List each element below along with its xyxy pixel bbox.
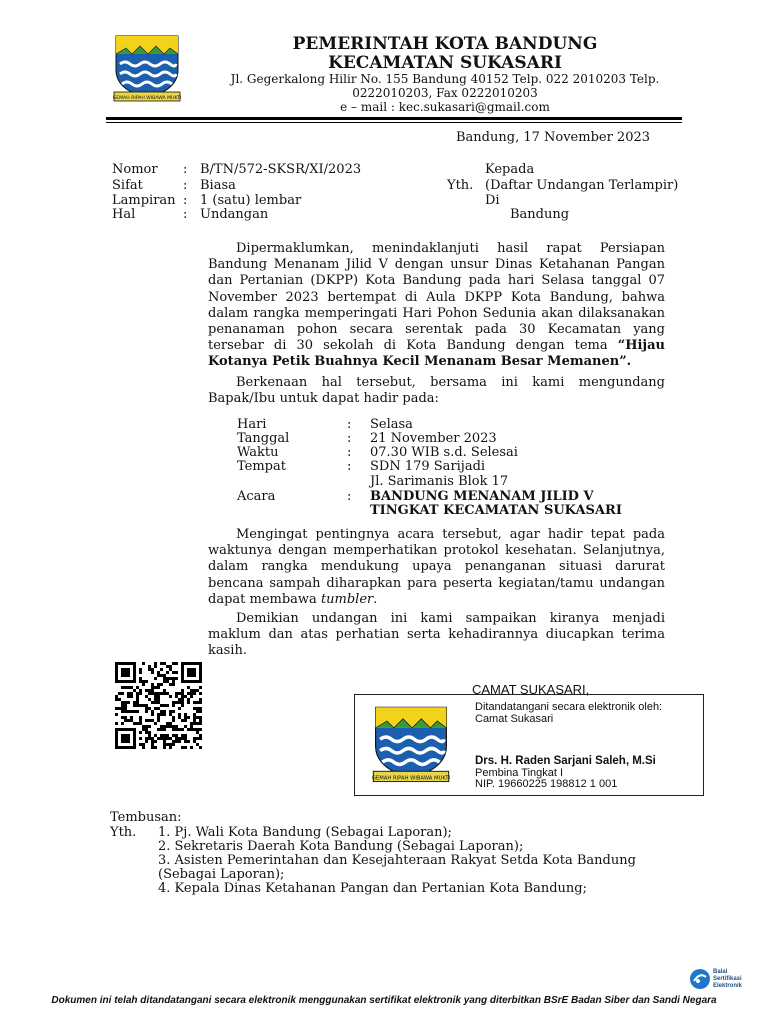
- signer-nip: NIP. 19660225 198812 1 001: [475, 778, 618, 790]
- paragraph-3: Mengingat pentingnya acara tersebut, agar hadir tepat pada waktunya dengan memperhatikan protokol kesehatan. Selanjutnya, dalam rangka mendukung upaya penanganan situasi darurat bencana sampah diharapkan para peserta kegiatan/tamu undangan dapat membawa tumbler.: [208, 527, 665, 607]
- letterhead-rule-thick: [106, 117, 682, 120]
- nomor-value: B/TN/572-SKSR/XI/2023: [200, 162, 362, 177]
- footer-note: Dokumen ini telah ditandatangani secara elektronik menggunakan sertifikat elektronik yang diterbitkan BSrE Badan Siber dan Sandi Negara: [51, 995, 717, 1006]
- office-name: KECAMATAN SUKASARI: [328, 53, 562, 73]
- bsre-logo-icon: [689, 968, 711, 990]
- recipient-to: (Daftar Undangan Terlampir): [485, 178, 679, 193]
- colon: :: [183, 178, 188, 193]
- logo-ribbon-text: GEMAH RIPAH WIBAWA MUKTI: [371, 775, 451, 782]
- tempat-address: Jl. Sarimanis Blok 17: [370, 474, 509, 489]
- lampiran-value: 1 (satu) lembar: [200, 193, 302, 208]
- logo-ribbon-text: GEMAH RIPAH WIBAWA MUKTI: [112, 96, 182, 101]
- recipient-di: Di: [485, 193, 500, 208]
- e-signature-box: [354, 694, 704, 796]
- cc-item: 2. Sekretaris Daerah Kota Bandung (Sebagai Laporan);: [158, 839, 524, 854]
- tumbler-text: tumbler: [320, 591, 374, 607]
- bsre-label: Balai Sertifikasi Elektronik: [713, 969, 743, 989]
- acara-value: BANDUNG MENANAM JILID V: [370, 489, 594, 504]
- gov-name: PEMERINTAH KOTA BANDUNG: [292, 34, 598, 54]
- cc-label: Tembusan:: [110, 810, 182, 825]
- cc-item: (Sebagai Laporan);: [158, 867, 285, 882]
- cc-item: 3. Asisten Pemerintahan dan Kesejahteraan Rakyat Setda Kota Bandung: [158, 853, 636, 868]
- letterhead-rule-thin: [106, 122, 682, 123]
- address-line-1: Jl. Gegerkalong Hilir No. 155 Bandung 40152 Telp. 022 2010203 Telp.: [230, 72, 660, 86]
- city-emblem-logo: [371, 703, 451, 787]
- colon: :: [183, 193, 188, 208]
- sifat-label: Sifat: [112, 178, 143, 193]
- colon: :: [347, 431, 352, 446]
- email-line: e – mail : kec.sukasari@gmail.com: [340, 100, 550, 114]
- lampiran-label: Lampiran: [112, 193, 176, 208]
- paragraph-2: Berkenaan hal tersebut, bersama ini kami mengundang Bapak/Ibu untuk dapat hadir pada:: [208, 375, 665, 407]
- colon: :: [347, 417, 352, 432]
- cc-item: 1. Pj. Wali Kota Bandung (Sebagai Laporan);: [158, 825, 452, 840]
- signed-by-line-1: Ditandatangani secara elektronik oleh:: [475, 701, 663, 713]
- tempat-label: Tempat: [237, 459, 286, 474]
- signer-rank: Pembina Tingkat I: [475, 767, 564, 779]
- theme-text: “Hijau Kotanya Petik Buahnya Kecil Menanam Besar Memanen”.: [208, 338, 665, 370]
- acara-value-2: TINGKAT KECAMATAN SUKASARI: [370, 503, 622, 518]
- hari-label: Hari: [237, 417, 267, 432]
- hal-value: Undangan: [200, 207, 269, 222]
- address-line-2: 0222010203, Fax 0222010203: [352, 86, 538, 100]
- paragraph-1: Dipermaklumkan, menindaklanjuti hasil rapat Persiapan Bandung Menanam Jilid V dengan unsur Dinas Ketahanan Pangan dan Pertanian (DKPP) Kota Bandung pada hari Selasa tanggal 07 November 2023 bertempat di Aula DKPP Kota Bandung, bahwa dalam rangka memperingati Hari Pohon Sedunia akan dilaksanakan penanaman pohon secara serentak pada 30 Kecamatan yang tersebar di 30 sekolah di Kota Bandung dengan tema “Hijau Kotanya Petik Buahnya Kecil Menanam Besar Memanen”.: [208, 241, 665, 370]
- cc-yth: Yth.: [110, 825, 137, 840]
- sifat-value: Biasa: [200, 178, 236, 193]
- colon: :: [183, 162, 188, 177]
- waktu-label: Waktu: [237, 445, 279, 460]
- colon: :: [347, 445, 352, 460]
- signed-by-line-2: Camat Sukasari: [475, 713, 554, 725]
- nomor-label: Nomor: [112, 162, 158, 177]
- colon: :: [183, 207, 188, 222]
- tanggal-value: 21 November 2023: [370, 431, 497, 446]
- colon: :: [347, 489, 352, 504]
- waktu-value: 07.30 WIB s.d. Selesai: [370, 445, 518, 460]
- hari-value: Selasa: [370, 417, 413, 432]
- cc-item: 4. Kepala Dinas Ketahanan Pangan dan Pertanian Kota Bandung;: [158, 881, 588, 896]
- recipient-yth: Yth.: [447, 178, 474, 193]
- place-date: Bandung, 17 November 2023: [456, 130, 651, 145]
- city-emblem-logo: [112, 34, 182, 104]
- recipient-kepada: Kepada: [485, 162, 535, 177]
- acara-label: Acara: [237, 489, 276, 504]
- tanggal-label: Tanggal: [237, 431, 290, 446]
- recipient-city: Bandung: [510, 207, 570, 222]
- hal-label: Hal: [112, 207, 136, 222]
- paragraph-4: Demikian undangan ini kami sampaikan kiranya menjadi maklum dan atas perhatian serta kehadirannya diucapkan terima kasih.: [208, 611, 665, 659]
- signer-title: CAMAT SUKASARI,: [472, 682, 590, 697]
- signer-name: Drs. H. Raden Sarjani Saleh, M.Si: [475, 755, 656, 767]
- tempat-value: SDN 179 Sarijadi: [370, 459, 486, 474]
- qr-code: [111, 662, 209, 750]
- colon: :: [347, 459, 352, 474]
